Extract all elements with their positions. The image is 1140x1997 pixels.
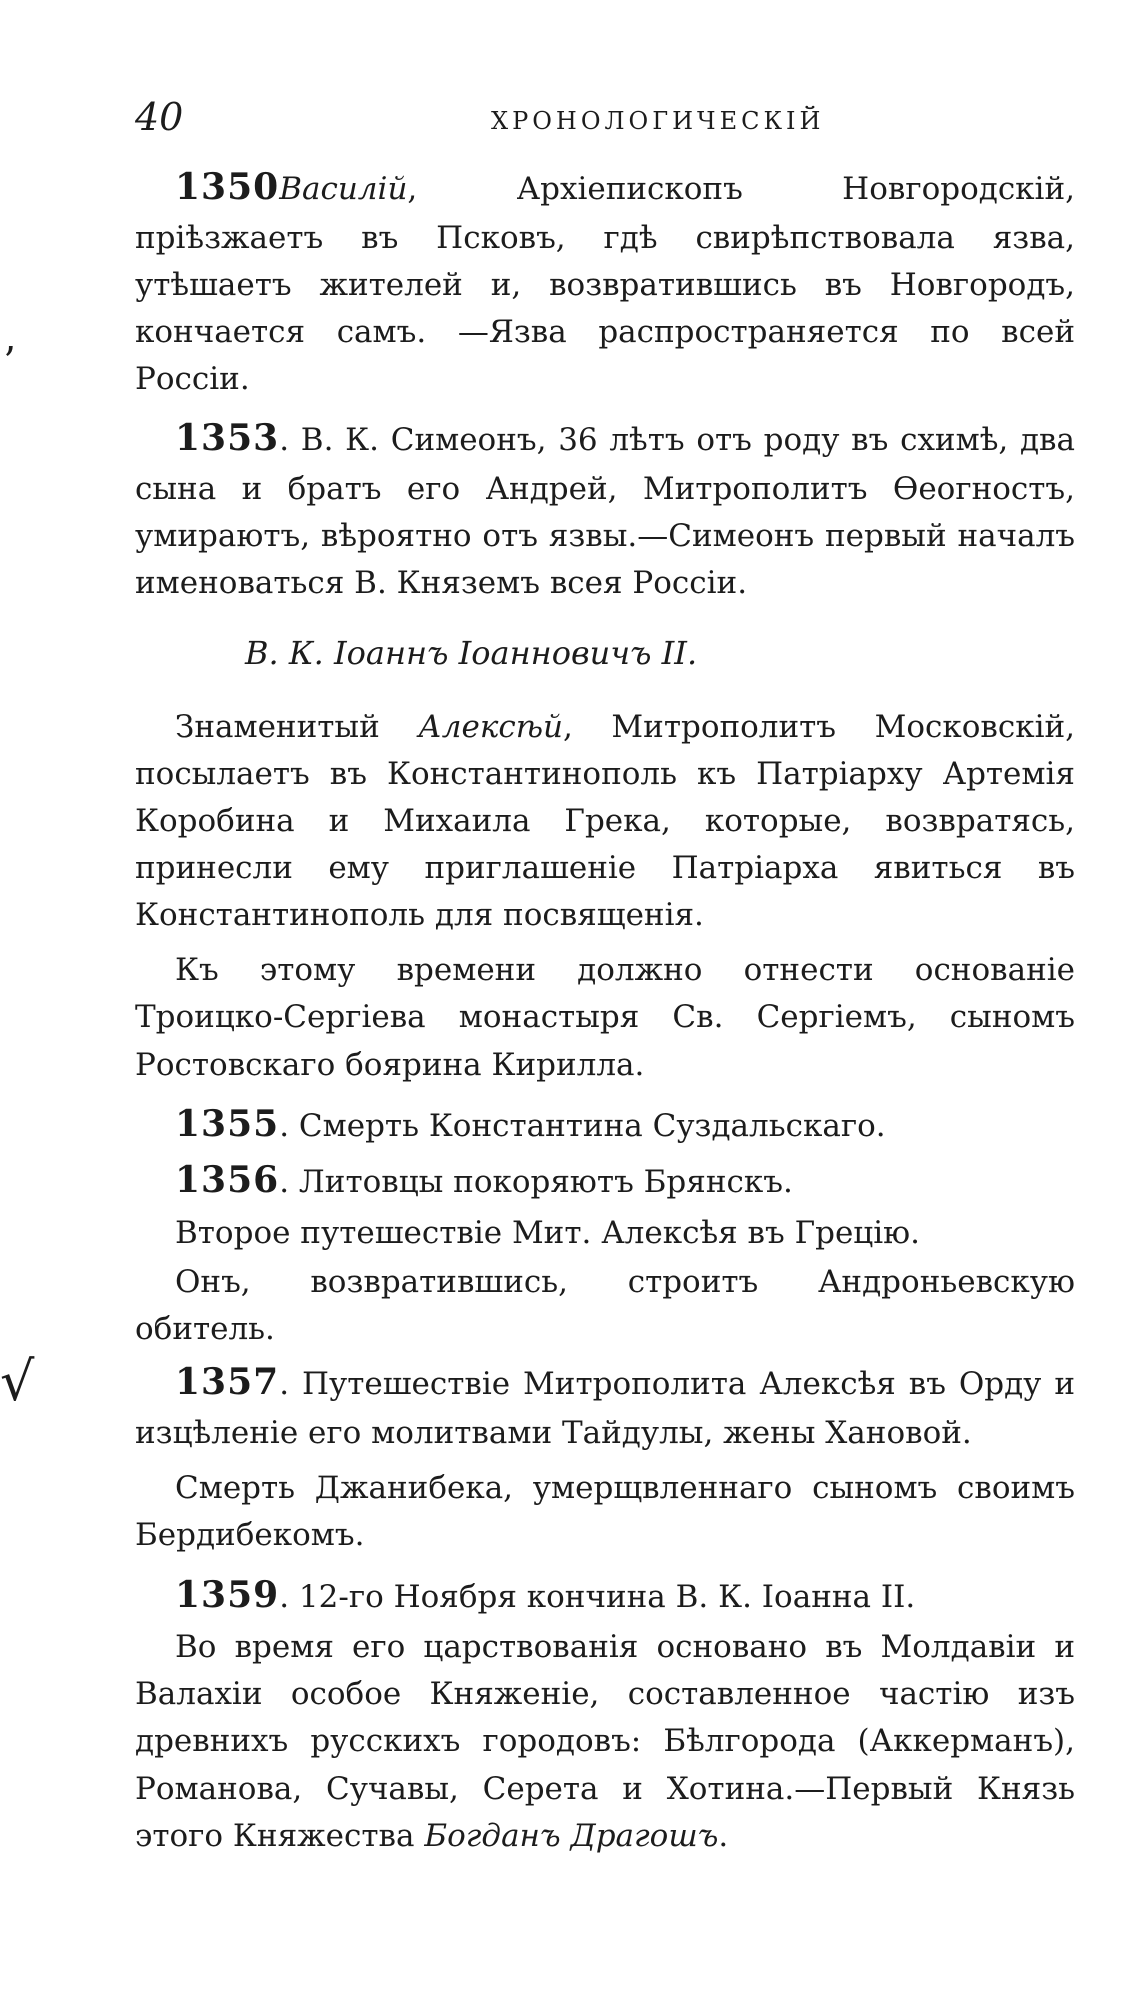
checkmark-margin-mark: √	[0, 1350, 35, 1413]
year-label: 1357	[175, 1361, 280, 1404]
italic-name: Василій	[279, 171, 408, 207]
margin-mark: ʼ	[2, 340, 15, 386]
year-label: 1359	[175, 1573, 280, 1616]
text-run: . Путешествіе Митрополита Алексѣя въ Орду и изцѣленіе его молитвами Тайдулы, жены Хановой.	[135, 1366, 1075, 1452]
text-run: . Смерть Константина Суздальскаго.	[279, 1107, 886, 1144]
year-entry	[135, 1355, 1075, 1457]
text-run: Во время его царствованія основано въ Молдавіи и Валахіи особое Княженіе, составленное частію изъ древнихъ русскихъ городовъ: Бѣлгорода (Аккерманъ), Романова, Сучавы, Серета и Хотина.—Первый Князь этого Княжества	[135, 1629, 1075, 1854]
chronicle-paragraph	[135, 1465, 1075, 1559]
italic-name: Алексѣй	[418, 708, 564, 745]
text-run: Къ этому времени должно отнести основаніе Троицко-Сергіева монастыря Св. Сергіемъ, сыномъ Ростовскаго боярина Кирилла.	[135, 952, 1075, 1083]
text-run: Знаменитый	[175, 708, 419, 745]
text-run: . 12-го Ноября кончина В. К. Іоанна II.	[279, 1578, 916, 1615]
year-entry	[135, 411, 1075, 607]
section-heading: В. К. Іоаннъ Іоанновичъ II.	[245, 634, 698, 673]
text-run: , Митрополитъ Московскій, посылаетъ въ Константинополь къ Патріарху Артемія Коробина и Михаила Грека, которые, возвратясь, принесли ему приглашеніе Патріарха явиться въ Константинополь для посвященія.	[135, 708, 1075, 934]
chronicle-paragraph	[135, 1210, 1075, 1257]
year-entry	[135, 1568, 1075, 1623]
year-entry	[135, 1153, 1075, 1208]
year-label: 1355	[175, 1102, 280, 1145]
year-label: 1353	[175, 417, 280, 460]
italic-name: Богданъ Драгошъ	[424, 1817, 719, 1854]
text-run: .	[718, 1817, 729, 1854]
year-label: 1350	[175, 166, 280, 208]
page-number: 40	[135, 95, 184, 139]
year-label: 1356	[175, 1159, 280, 1202]
chronicle-paragraph	[135, 1624, 1075, 1860]
text-run: Второе путешествіе Мит. Алексѣя въ Грецію.	[175, 1215, 920, 1252]
chronicle-paragraph	[135, 704, 1075, 940]
year-entry	[135, 160, 1075, 403]
text-run: Онъ, возвратившись, строитъ Андроньевскую обитель.	[135, 1264, 1075, 1348]
text-run: Смерть Джанибека, умерщвленнаго сыномъ своимъ Бердибекомъ.	[135, 1470, 1075, 1554]
text-run: . Литовцы покоряютъ Брянскъ.	[279, 1164, 793, 1201]
running-head: ХРОНОЛОГИЧЕСКІЙ	[491, 107, 825, 135]
text-run: , Архіепископъ Новгородскій, пріѣзжаетъ въ Псковъ, гдѣ свирѣпствовала язва, утѣшаетъ жителей и, возвратившись въ Новгородъ, кончается самъ. —Язва распространяется по всей Россіи.	[135, 171, 1075, 398]
chronicle-text	[135, 160, 1075, 1868]
chronicle-paragraph	[135, 947, 1075, 1088]
chronicle-paragraph	[135, 1259, 1075, 1353]
text-run: . В. К. Симеонъ, 36 лѣтъ отъ роду въ схимѣ, два сына и братъ его Андрей, Митрополитъ Ѳеогностъ, умираютъ, вѣроятно отъ язвы.—Симеонъ первый началъ именоваться В. Княземъ всея Россіи.	[135, 422, 1075, 602]
page-header	[135, 95, 1090, 145]
year-entry	[135, 1097, 1075, 1152]
